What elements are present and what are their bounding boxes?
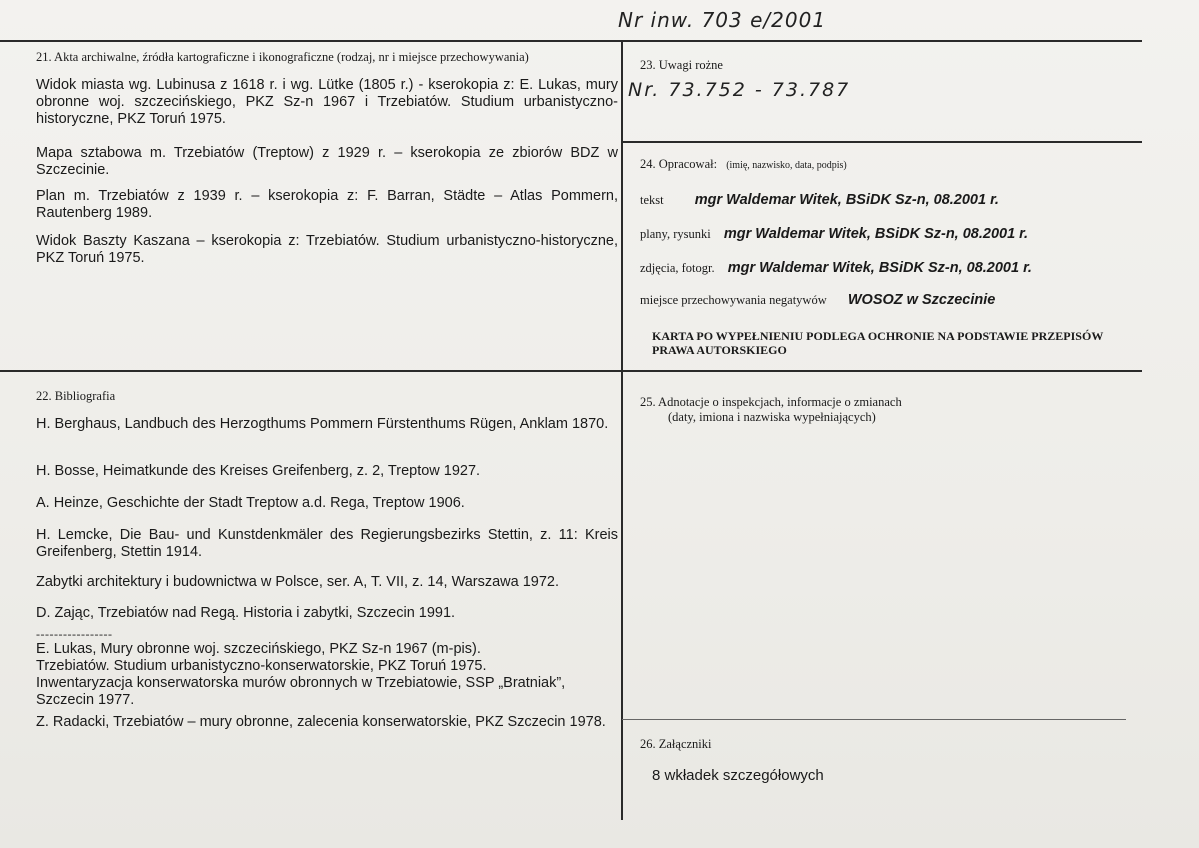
section-21-item: Mapa sztabowa m. Trzebiatów (Treptow) z 1929 r. – kserokopia ze zbiorów BDZ w Szczecinie. (36, 145, 618, 178)
credit-row-text (640, 192, 999, 208)
bibliography-extra-item: Inwentaryzacja konserwatorska murów obronnych w Trzebiatowie, SSP „Bratniak”, Szczecin 1977. (36, 675, 566, 708)
bibliography-item: H. Berghaus, Landbuch des Herzogthums Pommern Fürstenthums Rügen, Anklam 1870. (36, 416, 609, 432)
attachments-content: 8 wkładek szczegółowych (652, 767, 824, 784)
bibliography-item: H. Lemcke, Die Bau- und Kunstdenkmäler des Regierungsbezirks Stettin, z. 11: Kreis Greifenberg, Stettin 1914. (36, 527, 618, 560)
credit-label: tekst (640, 193, 664, 207)
credit-label: miejsce przechowywania negatywów (640, 293, 827, 307)
right-rule-26 (622, 719, 1126, 720)
bibliography-extra-item: Z. Radacki, Trzebiatów – mury obronne, zalecenia konserwatorskie, PKZ Szczecin 1978. (36, 714, 606, 730)
copyright-notice: KARTA PO WYPEŁNIENIU PODLEGA OCHRONIE NA PODSTAWIE PRZEPISÓW PRAWA AUTORSKIEGO (652, 329, 1104, 357)
bibliography-item: H. Bosse, Heimatkunde des Kreises Greifenberg, z. 2, Treptow 1927. (36, 463, 481, 479)
credit-value: mgr Waldemar Witek, BSiDK Sz-n, 08.2001 r. (694, 192, 999, 208)
credit-label: plany, rysunki (640, 227, 711, 241)
bibliography-separator: ----------------- (36, 627, 113, 641)
middle-rule (0, 370, 1142, 372)
credit-value: WOSOZ w Szczecinie (847, 292, 996, 308)
credit-row-plans (640, 226, 1028, 242)
section-24-note: (imię, nazwisko, data, podpis) (726, 160, 847, 171)
top-rule (0, 40, 1142, 42)
inventory-number-handwritten: Nr inw. 703 e/2001 (618, 8, 827, 32)
column-divider (621, 40, 623, 820)
credit-value: mgr Waldemar Witek, BSiDK Sz-n, 08.2001 r. (727, 260, 1032, 276)
section-25-heading: 25. Adnotacje o inspekcjach, informacje o zmianach (640, 395, 902, 409)
bibliography-item: D. Zając, Trzebiatów nad Regą. Historia i zabytki, Szczecin 1991. (36, 605, 456, 621)
right-rule-24 (622, 141, 1142, 143)
bibliography-extra-item: E. Lukas, Mury obronne woj. szczecińskiego, PKZ Sz-n 1967 (m-pis). (36, 641, 481, 657)
bibliography-extra-item: Trzebiatów. Studium urbanistyczno-konserwatorskie, PKZ Toruń 1975. (36, 658, 487, 674)
section-23-handwritten: Nr. 73.752 - 73.787 (628, 79, 851, 101)
section-22-heading: 22. Bibliografia (36, 389, 116, 403)
section-24-heading (640, 157, 847, 173)
bibliography-item: A. Heinze, Geschichte der Stadt Treptow a.d. Rega, Treptow 1906. (36, 495, 465, 511)
credit-label: zdjęcia, fotogr. (640, 261, 715, 275)
section-21-item: Widok miasta wg. Lubinusa z 1618 r. i wg. Lütke (1805 r.) - kserokopia z: E. Lukas, mury obronne woj. szczecińskiego, PKZ Sz-n 1967 i Trzebiatów. Studium urbanistyczno-historyczne, PKZ Toruń 1975. (36, 77, 618, 127)
credit-value: mgr Waldemar Witek, BSiDK Sz-n, 08.2001 r. (723, 226, 1029, 242)
section-25-subheading: (daty, imiona i nazwiska wypełniających) (668, 410, 876, 424)
credit-row-negatives (640, 292, 995, 308)
section-24-title: 24. Opracował: (640, 157, 718, 171)
section-21-item: Plan m. Trzebiatów z 1939 r. – kserokopia z: F. Barran, Städte – Atlas Pommern, Rautenberg 1989. (36, 188, 618, 221)
section-21-item: Widok Baszty Kaszana – kserokopia z: Trzebiatów. Studium urbanistyczno-historyczne, PKZ Toruń 1975. (36, 233, 618, 266)
section-23-heading: 23. Uwagi rożne (640, 58, 723, 72)
section-26-heading: 26. Załączniki (640, 737, 712, 751)
bibliography-item: Zabytki architektury i budownictwa w Polsce, ser. A, T. VII, z. 14, Warszawa 1972. (36, 574, 560, 590)
credit-row-photos (640, 260, 1032, 276)
section-21-heading: 21. Akta archiwalne, źródła kartograficzne i ikonograficzne (rodzaj, nr i miejsce przechowywania) (36, 50, 529, 64)
